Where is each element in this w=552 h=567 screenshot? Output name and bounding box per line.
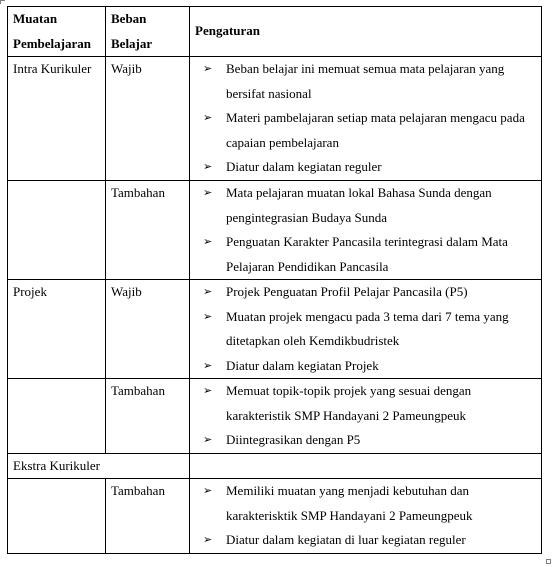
beban-cell — [106, 181, 190, 280]
beban-label: Tambahan — [111, 483, 165, 498]
pengaturan-cell — [190, 57, 542, 181]
list-item-text: Memiliki muatan yang menjadi kebutuhan dan karakterisktik SMP Handayani 2 Pameungpeuk — [226, 483, 473, 523]
list-item — [190, 106, 541, 155]
table-row — [8, 57, 542, 181]
arrow-bullet-icon: ➢ — [203, 285, 213, 298]
beban-label: Wajib — [111, 284, 142, 299]
pengaturan-list — [190, 181, 541, 279]
header-muatan-label: Muatan Pembelajaran — [13, 11, 91, 51]
list-item — [190, 428, 541, 453]
pengaturan-cell — [190, 453, 542, 479]
list-item — [190, 280, 541, 305]
arrow-bullet-icon: ➢ — [203, 111, 213, 124]
table-row — [8, 280, 542, 379]
arrow-bullet-icon: ➢ — [203, 160, 213, 173]
list-item-text: Diatur dalam kegiatan di luar kegiatan reguler — [226, 532, 466, 547]
list-item — [190, 528, 541, 553]
list-item — [190, 379, 541, 428]
table-row — [8, 379, 542, 454]
pengaturan-list — [190, 280, 541, 378]
list-item — [190, 57, 541, 106]
beban-cell — [106, 57, 190, 181]
list-item — [190, 479, 541, 528]
list-item-text: Diintegrasikan dengan P5 — [226, 432, 361, 447]
pengaturan-cell — [190, 280, 542, 379]
beban-label: Tambahan — [111, 383, 165, 398]
muatan-cell — [8, 57, 106, 181]
beban-cell — [106, 479, 190, 554]
table-resize-handle[interactable] — [546, 559, 551, 564]
list-item-text: Beban belajar ini memuat semua mata pelajaran yang bersifat nasional — [226, 61, 505, 101]
arrow-bullet-icon: ➢ — [203, 533, 213, 546]
pengaturan-cell — [190, 479, 542, 554]
muatan-cell — [8, 379, 106, 454]
table-row — [8, 453, 542, 479]
list-item-text: Diatur dalam kegiatan Projek — [226, 357, 379, 373]
list-item — [190, 181, 541, 230]
table-row — [8, 479, 542, 554]
list-item-text: Penguatan Karakter Pancasila terintegrasi dalam Mata Pelajaran Pendidikan Pancasila — [226, 234, 508, 274]
pengaturan-list — [190, 379, 541, 453]
curriculum-table — [7, 6, 542, 554]
muatan-cell — [8, 479, 106, 554]
list-item-text: Mata pelajaran muatan lokal Bahasa Sunda dengan pengintegrasian Budaya Sunda — [226, 185, 492, 225]
pengaturan-cell — [190, 379, 542, 454]
table-move-handle[interactable] — [0, 0, 5, 4]
beban-label: Wajib — [111, 61, 142, 76]
list-item — [190, 354, 541, 379]
list-item — [190, 305, 541, 354]
muatan-cell — [8, 181, 106, 280]
arrow-bullet-icon: ➢ — [203, 384, 213, 397]
header-cell-beban — [106, 7, 190, 57]
arrow-bullet-icon: ➢ — [203, 62, 213, 75]
header-pengaturan-label: Pengaturan — [195, 23, 260, 39]
arrow-bullet-icon: ➢ — [203, 309, 213, 323]
muatan-label: Ekstra Kurikuler — [13, 457, 101, 473]
pengaturan-cell — [190, 181, 542, 280]
pengaturan-list — [190, 479, 541, 553]
pengaturan-list — [190, 57, 541, 180]
muatan-cell — [8, 280, 106, 379]
header-cell-muatan — [8, 7, 106, 57]
muatan-label: Intra Kurikuler — [13, 61, 92, 76]
muatan-label: Projek — [13, 284, 47, 299]
header-cell-pengaturan — [190, 7, 542, 57]
muatan-cell — [8, 453, 190, 479]
header-row — [8, 7, 542, 57]
arrow-bullet-icon: ➢ — [203, 235, 213, 248]
list-item-text: Memuat topik-topik projek yang sesuai dengan karakteristik SMP Handayani 2 Pameungpeuk — [226, 383, 472, 423]
list-item — [190, 230, 541, 279]
beban-cell — [106, 280, 190, 379]
beban-cell — [106, 379, 190, 454]
table-row — [8, 181, 542, 280]
list-item-text: Muatan projek mengacu pada 3 tema dari 7 tema yang ditetapkan oleh Kemdikbudristek — [226, 308, 509, 348]
list-item — [190, 155, 541, 180]
arrow-bullet-icon: ➢ — [203, 433, 213, 446]
beban-label: Tambahan — [111, 185, 165, 200]
list-item-text: Projek Penguatan Profil Pelajar Pancasila (P5) — [226, 284, 468, 299]
arrow-bullet-icon: ➢ — [203, 358, 213, 372]
arrow-bullet-icon: ➢ — [203, 484, 213, 497]
header-beban-label: Beban Belajar — [111, 11, 153, 51]
arrow-bullet-icon: ➢ — [203, 186, 213, 199]
list-item-text: Materi pambelajaran setiap mata pelajaran mengacu pada capaian pembelajaran — [226, 110, 525, 150]
list-item-text: Diatur dalam kegiatan reguler — [226, 159, 382, 174]
